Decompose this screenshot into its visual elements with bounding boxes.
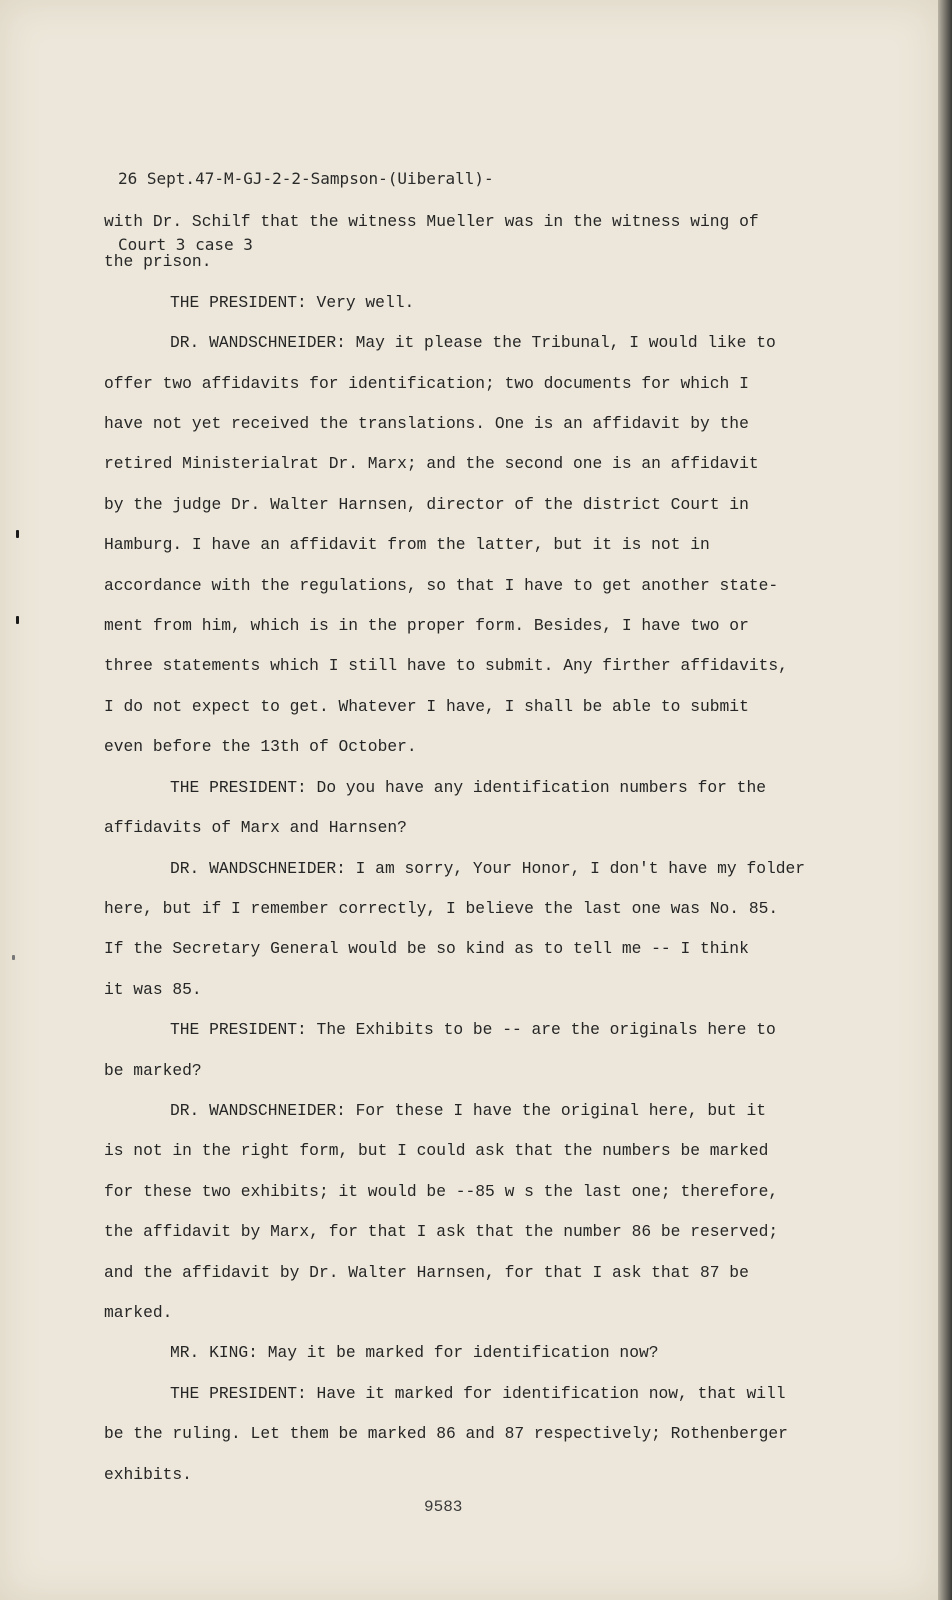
margin-mark	[16, 616, 19, 624]
transcript-paragraph	[104, 1010, 824, 1091]
transcript-line: THE PRESIDENT: The Exhibits to be -- are the originals here to	[170, 1020, 776, 1040]
transcript-paragraph	[104, 1333, 824, 1373]
transcript-line: DR. WANDSCHNEIDER: I am sorry, Your Honor, I don't have my folder	[170, 858, 806, 878]
transcript-line: and the affidavit by Dr. Walter Harnsen, for that I ask that 87 be	[104, 1262, 749, 1282]
transcript-line: retired Ministerialrat Dr. Marx; and the second one is an affidavit	[104, 454, 759, 474]
transcript-line: accordance with the regulations, so that I have to get another state-	[104, 575, 779, 595]
transcript-paragraph	[104, 323, 824, 767]
transcript-line: with Dr. Schilf that the witness Mueller was in the witness wing of	[104, 212, 759, 231]
transcript-line: be the ruling. Let them be marked 86 and 87 respectively; Rothenberger	[104, 1424, 788, 1444]
transcript-line: If the Secretary General would be so kind as to tell me -- I think	[104, 939, 749, 959]
transcript-paragraph	[104, 768, 824, 849]
transcript-line: marked.	[104, 1302, 173, 1322]
transcript-paragraph	[104, 849, 824, 1011]
transcript-line: exhibits.	[104, 1464, 192, 1484]
transcript-line: offer two affidavits for identification; two documents for which I	[104, 373, 749, 393]
page-number: 9583	[424, 1498, 463, 1516]
transcript-line: for these two exhibits; it would be --85 w s the last one; therefore,	[104, 1181, 779, 1201]
transcript-paragraph	[104, 202, 824, 283]
transcript-line: I do not expect to get. Whatever I have, I shall be able to submit	[104, 696, 749, 716]
transcript-line: ment from him, which is in the proper form. Besides, I have two or	[104, 616, 749, 636]
header-line-1: 26 Sept.47-M-GJ-2-2-Sampson-(Uiberall)-	[118, 169, 494, 188]
transcript-line: the prison.	[104, 252, 212, 272]
transcript-line: MR. KING: May it be marked for identification now?	[170, 1343, 659, 1363]
transcript-line: THE PRESIDENT: Do you have any identification numbers for the	[170, 777, 766, 797]
transcript-line: DR. WANDSCHNEIDER: For these I have the original here, but it	[170, 1100, 766, 1120]
transcript-line: it was 85.	[104, 979, 202, 999]
transcript-line: even before the 13th of October.	[104, 737, 417, 757]
transcript-line: be marked?	[104, 1060, 202, 1080]
header-line-2: Court 3 case 3	[118, 235, 253, 254]
transcript-paragraph	[104, 1091, 824, 1333]
transcript-line: is not in the right form, but I could ask that the numbers be marked	[104, 1141, 769, 1161]
transcript-line: the affidavit by Marx, for that I ask that the number 86 be reserved;	[104, 1222, 779, 1242]
transcript-line: THE PRESIDENT: Have it marked for identification now, that will	[170, 1383, 786, 1403]
transcript-line: three statements which I still have to submit. Any firther affidavits,	[104, 656, 788, 676]
transcript-line: by the judge Dr. Walter Harnsen, director of the district Court in	[104, 494, 749, 514]
transcript-line: have not yet received the translations. One is an affidavit by the	[104, 414, 749, 434]
transcript-paragraph	[104, 283, 824, 323]
transcript-line: affidavits of Marx and Harnsen?	[104, 818, 407, 838]
transcript-line: THE PRESIDENT: Very well.	[170, 292, 415, 312]
transcript-paragraph	[104, 1374, 824, 1495]
transcript-line: Hamburg. I have an affidavit from the latter, but it is not in	[104, 535, 710, 555]
transcript-body	[104, 202, 824, 1495]
page-edge	[938, 0, 952, 1600]
transcript-line: here, but if I remember correctly, I believe the last one was No. 85.	[104, 898, 779, 918]
margin-mark	[16, 530, 19, 538]
margin-mark	[12, 955, 15, 960]
transcript-line: DR. WANDSCHNEIDER: May it please the Tribunal, I would like to	[170, 333, 776, 353]
